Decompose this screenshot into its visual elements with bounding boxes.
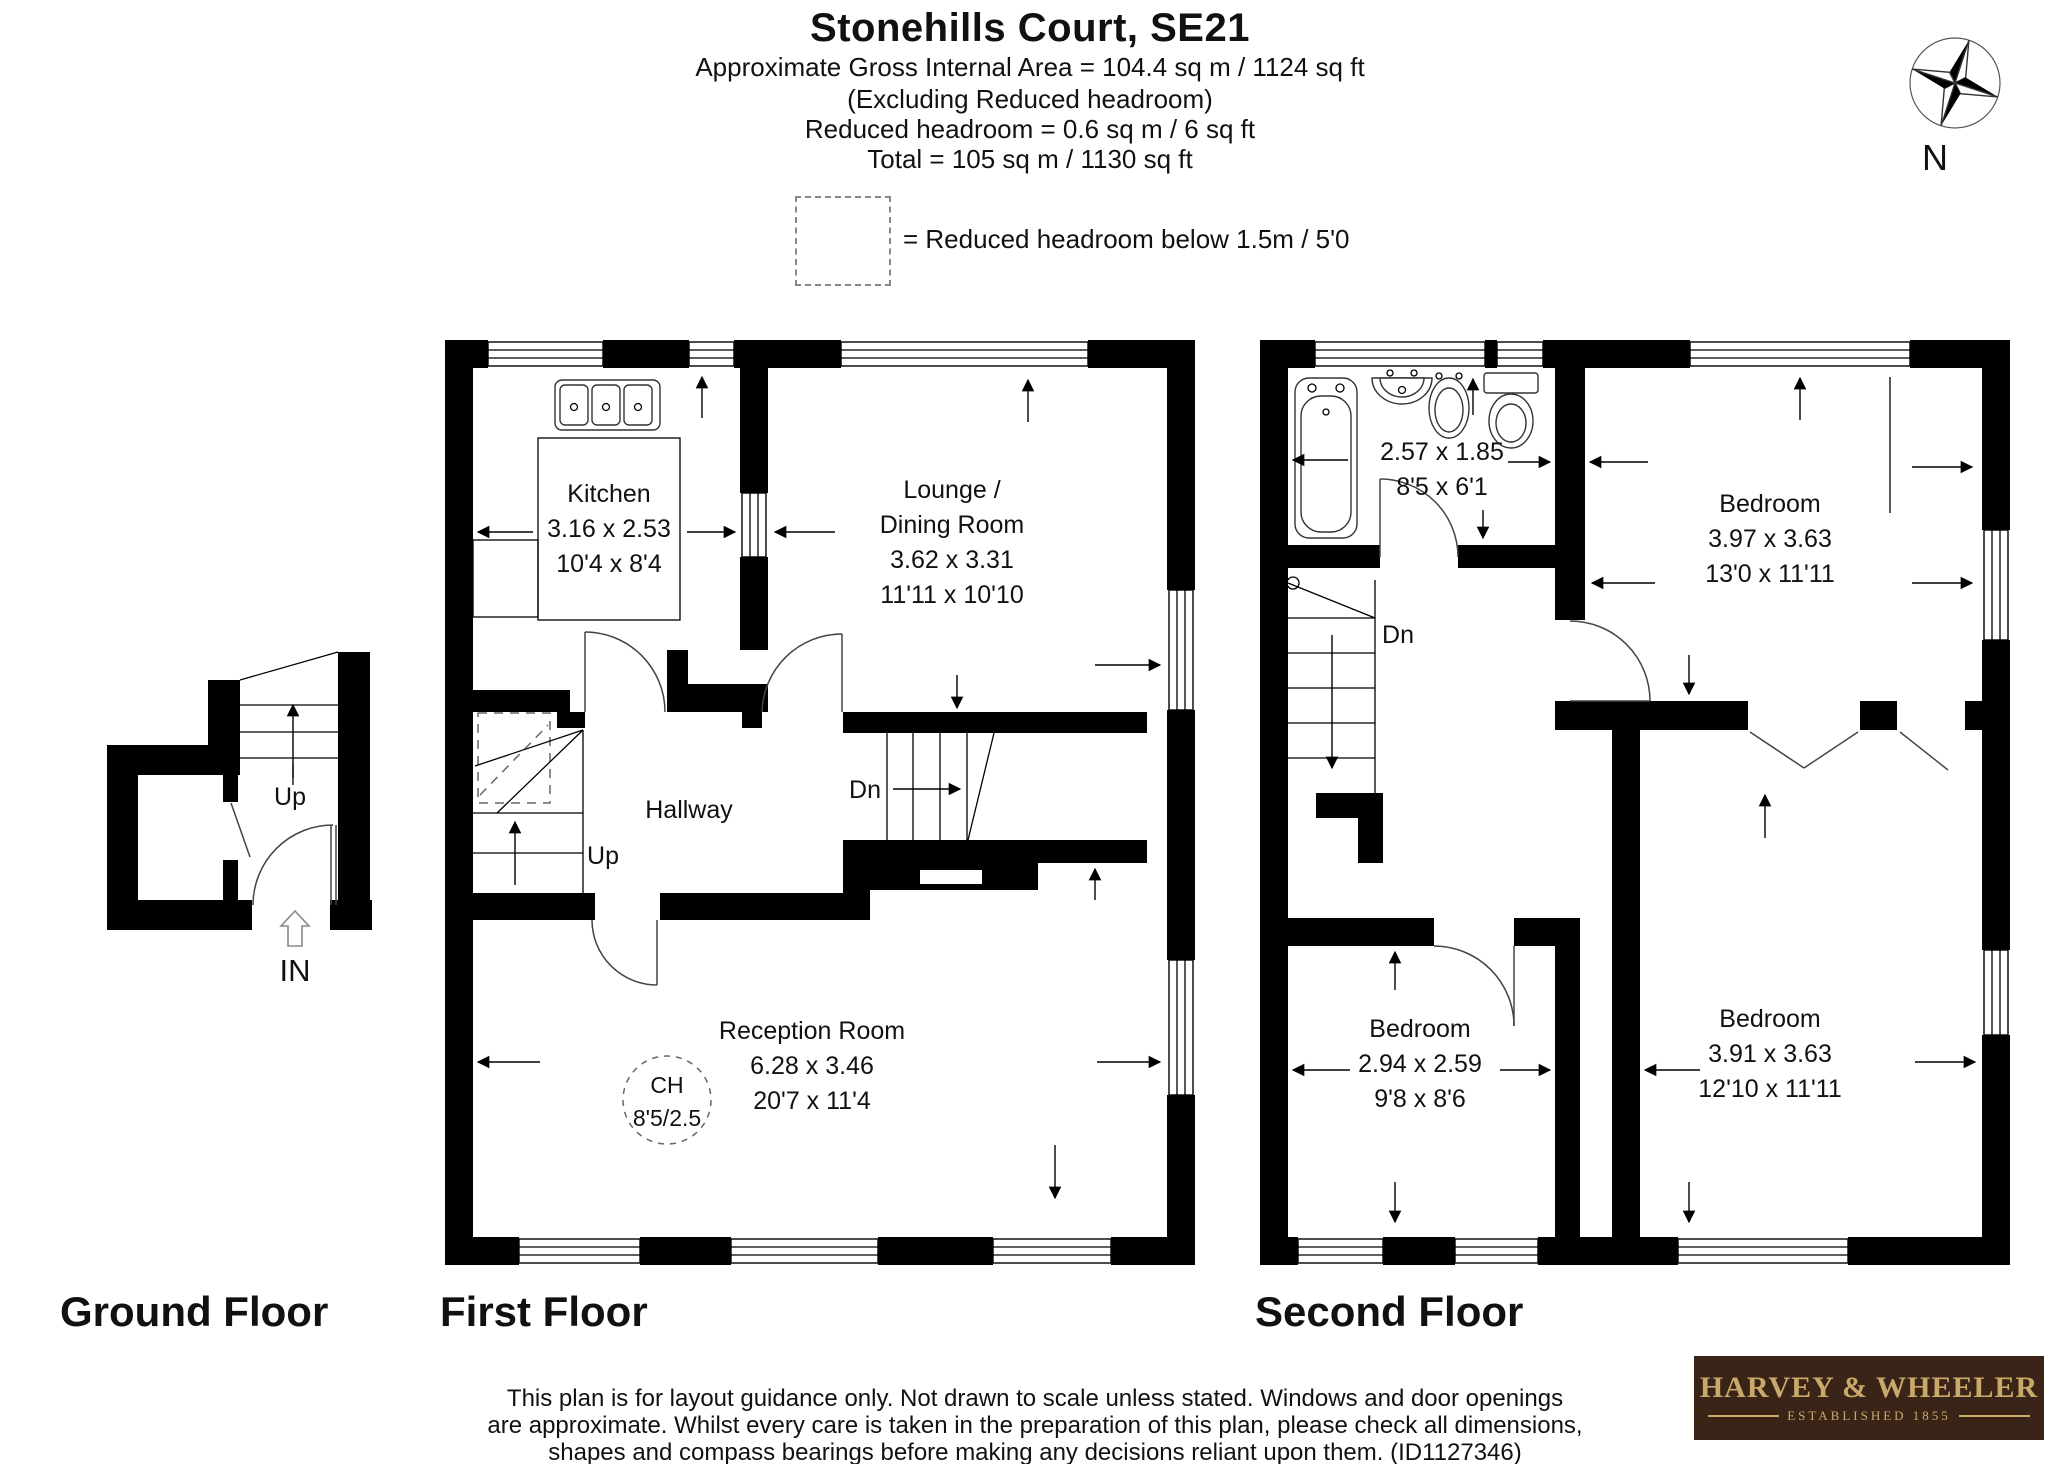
bathroom-label [1380,438,1504,501]
svg-text:Bedroom: Bedroom [1719,490,1821,518]
reception-label [719,1017,905,1115]
svg-text:20'7 x 11'4: 20'7 x 11'4 [753,1087,871,1115]
ground-floor-label: Ground Floor [60,1288,329,1335]
disclaimer-line-3: shapes and compass bearings before making any decisions reliant upon them. (ID1127346) [548,1439,1522,1464]
bedroom3-label [1698,1005,1841,1103]
second-floor-plan [1260,340,2010,1270]
svg-text:8'5/2.5: 8'5/2.5 [632,1105,702,1131]
ground-floor-plan [80,515,395,990]
toilet-icon [1429,373,1469,438]
kitchen-counter [473,540,538,617]
logo-tagline: ESTABLISHED 1855 [1787,1408,1951,1423]
logo-name: HARVEY & WHEELER [1699,1371,2039,1404]
hallway-label: Hallway [645,796,733,824]
ground-up-label: Up [274,783,306,811]
svg-text:Kitchen: Kitchen [567,480,651,508]
ground-stairs [240,705,338,785]
svg-text:3.16 x 2.53: 3.16 x 2.53 [547,515,671,543]
first-floor-dn-stairs [887,733,994,840]
reduced-headroom-line: Reduced headroom = 0.6 sq m / 6 sq ft [804,114,1256,144]
wc-icon [1484,373,1538,448]
compass-rose-icon [1898,26,2011,139]
kitchen-label [547,480,671,578]
svg-text:8'5 x 6'1: 8'5 x 6'1 [1396,473,1488,501]
svg-text:9'8 x 8'6: 9'8 x 8'6 [1374,1085,1466,1113]
disclaimer-line-2: are approximate. Whilst every care is taken in the preparation of this plan, please check all dimensions, [487,1412,1583,1439]
logo-rule-left [1708,1415,1779,1417]
in-arrow-icon [281,911,309,946]
dn-label: Dn [849,776,881,804]
svg-text:Bedroom: Bedroom [1369,1015,1471,1043]
sink-icon [1372,370,1432,404]
up-label: Up [587,842,619,870]
svg-text:Dining Room: Dining Room [879,511,1025,539]
disclaimer-line-1: This plan is for layout guidance only. Not drawn to scale unless stated. Windows and door openings [506,1385,1564,1412]
harvey-wheeler-logo [1694,1356,2044,1440]
second-floor-dn-stairs [1287,577,1375,795]
sink-icon [555,380,660,430]
compass-icon [1898,28,2020,178]
second-floor-label: Second Floor [1255,1288,1524,1335]
ceiling-height-badge [623,1056,711,1144]
bedroom2-label [1358,1015,1482,1113]
compass-north-label: N [1922,137,1948,178]
svg-text:12'10 x 11'11: 12'10 x 11'11 [1698,1075,1842,1103]
svg-text:10'4 x 8'4: 10'4 x 8'4 [556,550,662,578]
svg-text:3.97 x 3.63: 3.97 x 3.63 [1708,525,1832,553]
svg-text:13'0 x 11'11: 13'0 x 11'11 [1705,560,1835,588]
bedroom1-label [1705,490,1835,588]
reduced-headroom-area [478,713,550,803]
svg-text:3.91 x 3.63: 3.91 x 3.63 [1708,1040,1832,1068]
bathtub-icon [1295,378,1357,538]
svg-text:2.57 x 1.85: 2.57 x 1.85 [1380,438,1504,466]
svg-text:3.62 x 3.31: 3.62 x 3.31 [890,546,1014,574]
svg-text:Bedroom: Bedroom [1719,1005,1821,1033]
logo-tagline-row [1708,1408,2030,1424]
reduced-headroom-legend-label: = Reduced headroom below 1.5m / 5'0 [903,224,1350,254]
dn-label: Dn [1382,621,1414,649]
front-door [253,825,336,905]
svg-text:11'11 x 10'10: 11'11 x 10'10 [880,581,1024,609]
page-title: Stonehills Court, SE21 [810,6,1250,50]
svg-text:Reception Room: Reception Room [718,1017,906,1045]
reduced-headroom-legend-box [795,196,891,286]
cupboard-door-leaf [231,803,250,857]
excluding-line: (Excluding Reduced headroom) [847,84,1213,114]
gross-area-line: Approximate Gross Internal Area = 104.4 sq m / 1124 sq ft [695,52,1365,82]
lounge-label [880,476,1025,609]
logo-rule-right [1959,1415,2030,1417]
entrance-label: IN [279,953,311,988]
total-area-line: Total = 105 sq m / 1130 sq ft [867,144,1193,174]
first-floor-label: First Floor [440,1288,648,1335]
svg-text:6.28 x 3.46: 6.28 x 3.46 [750,1052,874,1080]
svg-text:CH: CH [650,1072,684,1098]
svg-text:2.94 x 2.59: 2.94 x 2.59 [1358,1050,1482,1078]
first-floor-up-stairs [473,713,583,893]
svg-text:Lounge /: Lounge / [903,476,1001,504]
first-floor-plan [445,340,1195,1270]
